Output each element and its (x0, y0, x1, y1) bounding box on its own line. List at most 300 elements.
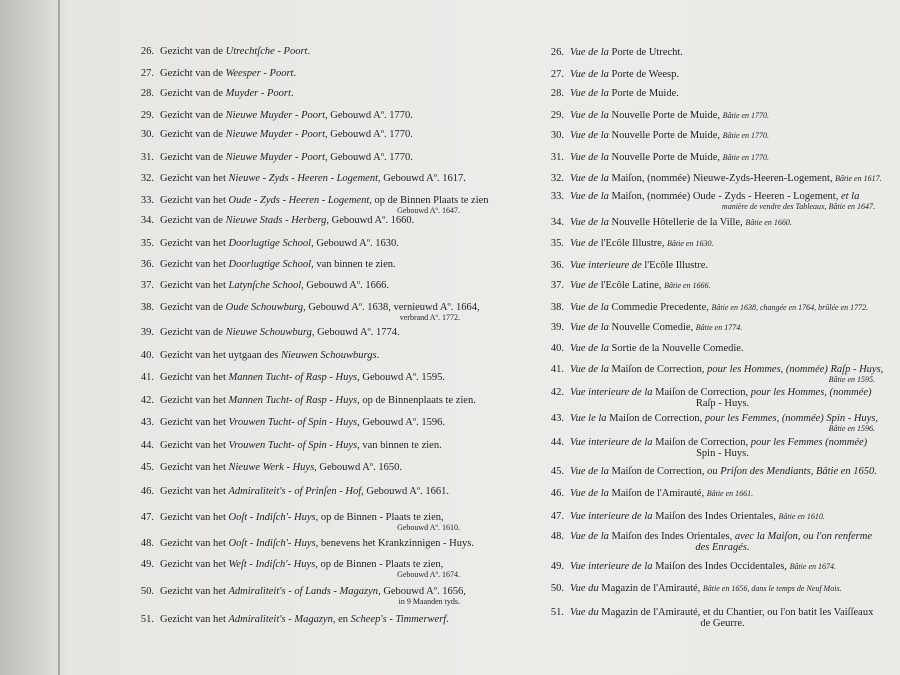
entry-segment: Gezicht van het (160, 238, 229, 249)
entry-segment: pour les Hommes, (nommée) (750, 387, 872, 398)
entry-segment: Maiſon de Correction, (655, 387, 751, 398)
entry-subline: Bâtie en 1595. (828, 375, 875, 384)
entry-segment: Vue de la (570, 302, 612, 313)
entry-text (160, 512, 460, 532)
entry-subline: Bâtie en 1596. (828, 424, 875, 433)
entry-segment: Bâtie en 1666. (664, 281, 711, 290)
entry-segment: Gezicht van de (160, 110, 226, 121)
entry-segment: Doorlugtige School (228, 259, 312, 270)
entry-line (160, 68, 296, 79)
entry-number: 39. (140, 327, 154, 338)
entry-segment: Magazin de l'Amirauté, (601, 583, 703, 594)
entry-segment: Vue de la (570, 364, 612, 375)
entry-line (160, 46, 310, 57)
entry-segment: Gezicht van het (160, 440, 229, 451)
entry-number: 30. (140, 129, 154, 140)
entry-number: 33. (550, 191, 564, 202)
entry-segment: , van binnen te zien. (357, 440, 442, 451)
entry-segment: , Gebouwd Aº. 1595. (357, 372, 445, 383)
entry-line (570, 260, 708, 271)
entry-number: 51. (140, 614, 154, 625)
entry-segment: Vue de la (570, 152, 612, 163)
entry-line (160, 350, 379, 361)
entry-segment: Bâtie en 1660. (745, 218, 792, 227)
entry-segment: Nieuwe Muyder - Poort (225, 152, 326, 163)
entry-segment: pour les Hommes, (nommée) Raſp - Huys, (707, 364, 884, 375)
entry-line (160, 195, 489, 206)
entry-segment: Bâtie en 1774. (695, 323, 743, 332)
entry-subline: de Geurre. (700, 618, 745, 629)
entry-segment: Vue de la (570, 88, 612, 99)
entry-number: 27. (550, 69, 564, 80)
entry-segment: Vrouwen Tucht- of Spin - Huys (228, 440, 358, 451)
entry-line (570, 152, 769, 163)
entry-segment: , Gebouwd Aº. 1596. (357, 417, 445, 428)
entry-text (160, 395, 476, 406)
entry-segment: Nieuwe Stads - Herberg (225, 215, 327, 226)
entry-line (570, 437, 867, 448)
entry-segment: Vue interieure de (570, 260, 645, 271)
entry-segment: Nieuwe Werk - Huys (228, 462, 315, 473)
entry-text (160, 215, 460, 226)
entry-segment: , Gebouwd Aº. 1650. (314, 462, 402, 473)
entry-text (160, 614, 460, 625)
entry-text (570, 387, 875, 409)
entry-segment: Gezicht van het (160, 512, 229, 523)
entry-segment: , Gebouwd Aº. 1660. (326, 215, 415, 226)
entry-number: 28. (550, 88, 564, 99)
entry-subline: Raſp - Huys. (695, 398, 750, 409)
entry-text (570, 437, 875, 459)
entry-text (160, 538, 474, 549)
entry-segment: Gezicht van de (160, 327, 226, 338)
entry-line (570, 387, 872, 398)
entry-line (570, 173, 882, 184)
entry-text (570, 413, 879, 433)
entry-segment: Gezicht van het (160, 173, 229, 184)
entry-line (160, 586, 466, 597)
entry-number: 33. (140, 195, 154, 206)
entry-segment: Mannen Tucht- of Rasp - Huys (228, 395, 358, 406)
entry-line (570, 607, 873, 618)
entry-line (160, 259, 396, 270)
entry-text (160, 238, 460, 249)
entry-segment: avec la Maiſon, ou l'on renferme (734, 531, 873, 542)
entry-text (570, 364, 884, 384)
entry-segment: , op de Binnen - Plaats te zien, (315, 559, 444, 570)
entry-segment: Bâtie en 1630. (667, 239, 714, 248)
entry-segment: Gezicht van de (160, 302, 226, 313)
entry-number: 51. (550, 607, 564, 618)
entry-segment: . (293, 68, 297, 79)
entry-number: 42. (140, 395, 154, 406)
entry-number: 45. (550, 466, 564, 477)
entry-segment: Gezicht van het (160, 259, 229, 270)
entry-line (570, 466, 877, 477)
entry-segment: Vue de (570, 280, 601, 291)
book-gutter (58, 0, 60, 675)
entry-segment: , Gebouwd Aº. 1774. (311, 327, 400, 338)
entry-text (570, 531, 875, 553)
entry-segment: Oude Schouwburg (225, 302, 304, 313)
entry-segment: Nouvelle Hôtellerie de la Ville, (611, 217, 746, 228)
entry-segment: Maiſon de Correction, (655, 437, 751, 448)
entry-segment: , van binnen te zien. (311, 259, 396, 270)
entry-segment: Doorlugtige School (228, 238, 312, 249)
entry-segment: Gezicht van het (160, 462, 229, 473)
entry-line (570, 47, 683, 58)
entry-text (160, 559, 460, 579)
entry-segment: Maiſon, (nommée) Oude - Zyds - Heeren - Logement, (611, 191, 841, 202)
entry-segment: Vue de la (570, 322, 612, 333)
entry-text (160, 88, 460, 99)
entry-segment: , Gebouwd Aº. 1770. (325, 110, 413, 121)
entry-line (570, 110, 769, 121)
entry-line (570, 302, 868, 313)
entry-line (570, 88, 679, 99)
entry-subline: des Enragés. (695, 542, 750, 553)
entry-segment: Vue de la (570, 466, 612, 477)
entry-number: 37. (550, 280, 564, 291)
entry-number: 29. (550, 110, 564, 121)
entry-number: 45. (140, 462, 154, 473)
entry-text (160, 259, 460, 270)
entry-number: 39. (550, 322, 564, 333)
entry-segment: Nouvelle Porte de Muide, (611, 130, 723, 141)
entry-segment: , en (332, 614, 351, 625)
entry-segment: , Gebouwd Aº. 1656, (378, 586, 466, 597)
entry-segment: Vue le la (570, 413, 610, 424)
entry-text (570, 110, 875, 121)
entry-segment: Vue de la (570, 130, 612, 141)
entry-line (570, 343, 744, 354)
entry-segment: Nieuwe - Zyds - Heeren - Logement (228, 173, 379, 184)
entry-segment: Gezicht van het uytgaan des (160, 350, 281, 361)
entry-number: 32. (140, 173, 154, 184)
entry-segment: Gezicht van de (160, 46, 226, 57)
entry-segment: Nouvelle Comedie, (611, 322, 696, 333)
entry-text (160, 152, 460, 163)
entry-segment: Vue du (570, 607, 602, 618)
entry-number: 31. (140, 152, 154, 163)
entry-segment: Bâtie en 1674. (789, 562, 836, 571)
entry-segment: Gezicht van de (160, 129, 226, 140)
entry-segment: l'Ecôle Illustre, (600, 238, 668, 249)
entry-segment: Gezicht van het (160, 417, 229, 428)
entry-line (160, 88, 294, 99)
entry-text (160, 417, 460, 428)
entry-segment: Nouvelle Porte de Muide, (611, 110, 723, 121)
entry-text (570, 130, 875, 141)
entry-segment: Vue interieure de la (570, 387, 656, 398)
entry-segment: Vue de la (570, 217, 612, 228)
entry-segment: Ooſt - Indiſch'- Huys (228, 512, 316, 523)
entry-text (160, 302, 480, 322)
entry-segment: Gezicht van het (160, 372, 229, 383)
entry-segment: Maiſon de l'Amirauté, (611, 488, 707, 499)
entry-segment: . (307, 46, 311, 57)
entry-text (160, 486, 460, 497)
entry-line (570, 69, 679, 80)
entry-segment: , Gebouwd Aº. 1770. (325, 129, 413, 140)
entry-segment: Maiſon des Indes Occidentales, (655, 561, 790, 572)
entry-segment: , Gebouwd Aº. 1617. (378, 173, 466, 184)
entry-number: 40. (140, 350, 154, 361)
entry-segment: Vue de (570, 238, 601, 249)
entry-line (160, 327, 400, 338)
entry-segment: Vue de la (570, 173, 612, 184)
entry-line (570, 531, 872, 542)
entry-text (570, 191, 875, 211)
entry-segment: Porte de Muide. (611, 88, 679, 99)
entry-segment: Gezicht van het (160, 486, 229, 497)
entry-segment: Nieuwe Schouwburg (225, 327, 312, 338)
entry-text (160, 280, 460, 291)
entry-line (160, 110, 413, 121)
entry-line (570, 488, 753, 499)
entry-segment: , op de Binnen Plaats te zien (369, 195, 489, 206)
entry-number: 50. (140, 586, 154, 597)
entry-segment: Nieuwe Muyder - Poort (225, 129, 326, 140)
entry-text (160, 110, 460, 121)
entry-number: 43. (140, 417, 154, 428)
entry-text (160, 440, 460, 451)
entry-text (570, 488, 875, 499)
entry-segment: Vue de la (570, 343, 612, 354)
entry-number: 40. (550, 343, 564, 354)
entry-segment: , Gebouwd Aº. 1770. (325, 152, 413, 163)
entry-line (160, 486, 449, 497)
entry-segment: , Gebouwd Aº. 1638, vernieuwd Aº. 1664, (303, 302, 480, 313)
entry-text (160, 46, 460, 57)
entry-segment: Admiraliteit's - of Lands - Magazyn (228, 586, 379, 597)
entry-segment: Weſt - Indiſch'- Huys (228, 559, 316, 570)
entry-line (570, 322, 742, 333)
entry-line (160, 280, 389, 291)
entry-segment: Bâtie en 1617. (835, 174, 882, 183)
entry-segment: Admiraliteit's - Magazyn (228, 614, 333, 625)
entry-subline: in 9 Maanden tyds. (398, 597, 460, 606)
entry-segment: Maiſon de Correction, (611, 466, 708, 477)
entry-segment: Nouvelle Porte de Muide, (611, 152, 723, 163)
entry-segment: Vue du (570, 583, 602, 594)
entry-subline: verbrand Aº. 1772. (399, 313, 460, 322)
entry-segment: , benevens het Krankzinnigen - Huys. (315, 538, 474, 549)
entry-line (160, 173, 466, 184)
entry-number: 27. (140, 68, 154, 79)
entry-line (160, 238, 399, 249)
entry-number: 47. (140, 512, 154, 523)
entry-line (570, 280, 711, 291)
entry-text (160, 195, 489, 215)
entry-segment: Vue interieure de la (570, 511, 656, 522)
entry-segment: Porte de Weesp. (611, 69, 679, 80)
entry-segment: Bâtie en 1770. (722, 111, 770, 120)
entry-segment: l'Ecôle Latine, (600, 280, 665, 291)
entry-segment: Gezicht van de (160, 88, 226, 99)
entry-segment: Vue interieure de la (570, 561, 656, 572)
entry-number: 37. (140, 280, 154, 291)
entry-segment: Vue de la (570, 488, 612, 499)
entry-text (160, 586, 466, 606)
entry-number: 26. (140, 46, 154, 57)
entry-number: 46. (550, 488, 564, 499)
entry-segment: Bâtie en 1638, changée en 1764, brûlée en 1772. (711, 303, 869, 312)
entry-text (160, 372, 460, 383)
entry-text (570, 152, 875, 163)
entry-segment: , op de Binnenplaats te zien. (357, 395, 476, 406)
entry-segment: Maiſon des Indes Orientales, (655, 511, 779, 522)
entry-line (160, 372, 445, 383)
entry-text (570, 322, 875, 333)
entry-number: 34. (550, 217, 564, 228)
entry-line (160, 215, 414, 226)
entry-segment: Scheep's - Timmerwerf (350, 614, 447, 625)
entry-line (160, 395, 476, 406)
entry-text (160, 350, 460, 361)
entry-text (160, 173, 466, 184)
entry-number: 43. (550, 413, 564, 424)
entry-line (160, 129, 413, 140)
entry-segment: et la (840, 191, 860, 202)
entry-text (570, 607, 875, 629)
entry-line (160, 302, 480, 313)
entry-subline: manière de vendre des Tableaux, Bâtie en 1647. (721, 202, 875, 211)
entry-segment: Gezicht van de (160, 215, 226, 226)
entry-number: 34. (140, 215, 154, 226)
entry-segment: Nieuwe Muyder - Poort (225, 110, 326, 121)
entry-line (570, 238, 713, 249)
entry-segment: Bâtie en 1656, dans le temps de Neuf Mois. (702, 584, 842, 593)
entry-line (160, 538, 474, 549)
entry-text (570, 511, 875, 522)
entry-segment: Gezicht van het (160, 195, 229, 206)
entry-segment: Mannen Tucht- of Rasp - Huys (228, 372, 358, 383)
entry-number: 44. (550, 437, 564, 448)
entry-number: 26. (550, 47, 564, 58)
entry-segment: Sortie de la Nouvelle Comedie. (611, 343, 744, 354)
entry-segment: . (446, 614, 449, 625)
entry-segment: Bâtie en 1610. (778, 512, 825, 521)
entry-segment: Vrouwen Tucht- of Spin - Huys (228, 417, 358, 428)
entry-segment: Oude - Zyds - Heeren - Logement (228, 195, 370, 206)
entry-segment: Gezicht van de (160, 68, 226, 79)
entry-segment: Nieuwen Schouwburgs (281, 350, 377, 361)
entry-number: 35. (140, 238, 154, 249)
entry-segment: Gezicht van het (160, 395, 229, 406)
entry-text (570, 238, 875, 249)
entry-segment: Bâtie en 1770. (722, 153, 770, 162)
entry-segment: Gezicht van de (160, 152, 226, 163)
entry-segment: , op de Binnen - Plaats te zien, (315, 512, 444, 523)
entry-line (160, 614, 449, 625)
entry-number: 32. (550, 173, 564, 184)
entry-segment: Gezicht van het (160, 538, 229, 549)
entry-line (570, 364, 883, 375)
entry-segment: Gezicht van het (160, 280, 229, 291)
entry-subline: Gebouwd Aº. 1674. (397, 570, 460, 579)
entry-segment: Maiſon de Correction, (609, 413, 705, 424)
entry-segment: Weesper - Poort (225, 68, 294, 79)
entry-segment: pour les Femmes, (nommée) Spin - Huys, (704, 413, 879, 424)
entry-subline: Gebouwd Aº. 1647. (397, 206, 460, 215)
entry-number: 36. (550, 260, 564, 271)
entry-line (570, 413, 878, 424)
entry-segment: Vue de la (570, 47, 612, 58)
entry-line (160, 440, 442, 451)
entry-text (570, 561, 875, 572)
entry-segment: Vue de la (570, 110, 612, 121)
entry-number: 41. (140, 372, 154, 383)
entry-segment: Maiſon de Correction, (611, 364, 708, 375)
entry-number: 38. (550, 302, 564, 313)
entry-segment: , Gebouwd Aº. 1661. (361, 486, 449, 497)
entry-text (570, 343, 875, 354)
entry-line (570, 511, 825, 522)
entry-segment: , Gebouwd Aº. 1630. (311, 238, 399, 249)
entry-text (160, 462, 460, 473)
entry-number: 30. (550, 130, 564, 141)
entry-number: 48. (140, 538, 154, 549)
entry-segment: Maiſon, (nommée) Nieuwe-Zyds-Heeren-Logement, (611, 173, 836, 184)
entry-segment: Bâtie en 1661. (706, 489, 754, 498)
entry-number: 36. (140, 259, 154, 270)
entry-segment: Magazin de l'Amirauté, et du Chantier, ou l'on batit les Vaiſſeaux (601, 607, 874, 618)
entry-number: 49. (550, 561, 564, 572)
entry-number: 46. (140, 486, 154, 497)
entry-text (160, 129, 460, 140)
entry-segment: Ooſt - Indiſch'- Huys (228, 538, 316, 549)
entry-segment: pour les Femmes (nommée) (750, 437, 868, 448)
entry-number: 49. (140, 559, 154, 570)
entry-segment: Vue de la (570, 69, 612, 80)
entry-segment: Utrechtſche - Poort (225, 46, 308, 57)
entry-segment: Gezicht van het (160, 559, 229, 570)
entry-segment: Vue de la (570, 531, 612, 542)
entry-segment: Porte de Utrecht. (611, 47, 683, 58)
entry-line (160, 417, 445, 428)
entry-text (570, 173, 882, 184)
entry-segment: Gezicht van het (160, 586, 229, 597)
entry-number: 48. (550, 531, 564, 542)
entry-line (570, 217, 792, 228)
entry-subline: Gebouwd Aº. 1610. (397, 523, 460, 532)
entry-number: 41. (550, 364, 564, 375)
entry-segment: l'Ecôle Illustre. (644, 260, 709, 271)
entry-text (570, 280, 875, 291)
entry-text (570, 217, 875, 228)
entry-segment: Admiraliteit's - of Prinſen - Hof (228, 486, 362, 497)
entry-line (160, 512, 444, 523)
entry-number: 44. (140, 440, 154, 451)
entry-segment: Commedie Precedente, (611, 302, 712, 313)
entry-line (570, 561, 836, 572)
entry-segment: . (376, 350, 380, 361)
entry-line (570, 191, 859, 202)
entry-line (570, 130, 769, 141)
entry-text (570, 302, 875, 313)
entry-subline: Spin - Huys. (696, 448, 749, 459)
entry-text (570, 88, 875, 99)
entry-line (570, 583, 842, 594)
entry-text (160, 68, 460, 79)
entry-number: 38. (140, 302, 154, 313)
entry-number: 28. (140, 88, 154, 99)
entry-text (570, 466, 875, 477)
entry-line (160, 152, 413, 163)
entry-segment: Latynſche School (228, 280, 302, 291)
entry-number: 29. (140, 110, 154, 121)
